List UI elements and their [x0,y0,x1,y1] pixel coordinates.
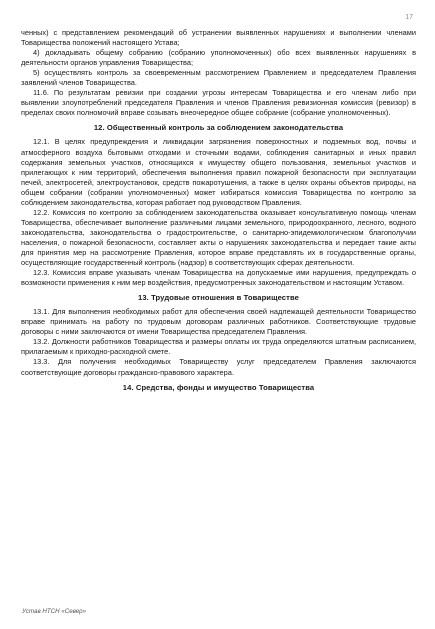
page-number: 17 [405,14,413,21]
paragraph-12-2: 12.2. Комиссия по контролю за соблюдением законодательства оказывает консультативную помощь членам Товарищества, обеспечивает выполнение различными лицами земельного, природоохранного, лесного, водного законодательства, законодательства о градостроительстве, о санитарно-эпидемиологическом благополучии населения, о пожарной безопасности, составляет акты о нарушениях законодательства и передает такие акты для принятия мер на рассмотрение Правления, которое вправе представлять их в государственные органы, осуществляющие государственный контроль (надзор) в соответствующих сферах деятельности. [21,207,416,268]
paragraph-item-5: 5) осуществлять контроль за своевременным рассмотрением Правлением и председателем Правления заявлений членов Товарищества. [21,68,416,88]
section-heading-14: 14. Средства, фонды и имущество Товарищества [122,382,315,392]
paragraph-12-1: 12.1. В целях предупреждения и ликвидации загрязнения поверхностных и подземных вод, почвы и атмосферного воздуха бытовыми отходами и сточными водами, соблюдения санитарных и иных правил содержания земельных участков, относящихся к имуществу общего пользования, земельных участков и прилегающих к ним территорий, обеспечения выполнения правил пожарной безопасности при эксплуатации печей, электросетей, электроустановок, средств пожаротушения, а также в целях охраны объектов природы, на общем собрании (собрании уполномоченных) может избираться комиссия Товарищества по контролю за соблюдением законодательства, которая работает под руководством Правления. [21,137,416,207]
paragraph-12-3: 12.3. Комиссия вправе указывать членам Товарищества на допускаемые ими нарушения, предупреждать о возможности применения к ним мер воздействия, предусмотренных законодательством и настоящим Уставом. [21,268,416,288]
paragraph-11-6: 11.6. По результатам ревизии при создании угрозы интересам Товарищества и его членам либо при выявлении злоупотреблений председателя Правления и членов Правления ревизионная комиссия (ревизор) в пределах своих полномочий вправе созывать внеочередное общее собрание (собрание уполномоченных). [21,88,416,118]
section-heading-12: 12. Общественный контроль за соблюдением законодательства [93,123,344,133]
paragraph-13-3: 13.3. Для получения необходимых Товариществу услуг председателем Правления заключаются соответствующие договоры гражданско-правового характера. [21,357,416,377]
paragraph-continuation: ченных) с представлением рекомендаций об устранении выявленных нарушениях и выполнении членами Товарищества положений настоящего Устава; [21,28,416,48]
document-footer: Устав НТСН «Север» [22,608,87,615]
section-heading-13: 13. Трудовые отношения в Товариществе [138,293,299,303]
paragraph-13-1: 13.1. Для выполнения необходимых работ для обеспечения своей надлежащей деятельности Товарищество вправе принимать на работу по трудовым договорам различных работников. Соответствующие трудовые договоры с ними заключаются от имени Товарищества председателем Правления. [21,307,416,337]
document-body [21,28,416,397]
paragraph-13-2: 13.2. Должности работников Товарищества и размеры оплаты их труда определяются штатным расписанием, прилагаемым к приходно-расходной смете. [21,337,416,357]
paragraph-item-4: 4) докладывать общему собранию (собранию уполномоченных) обо всех выявленных нарушениях в деятельности органов управления Товарищества; [21,48,416,68]
